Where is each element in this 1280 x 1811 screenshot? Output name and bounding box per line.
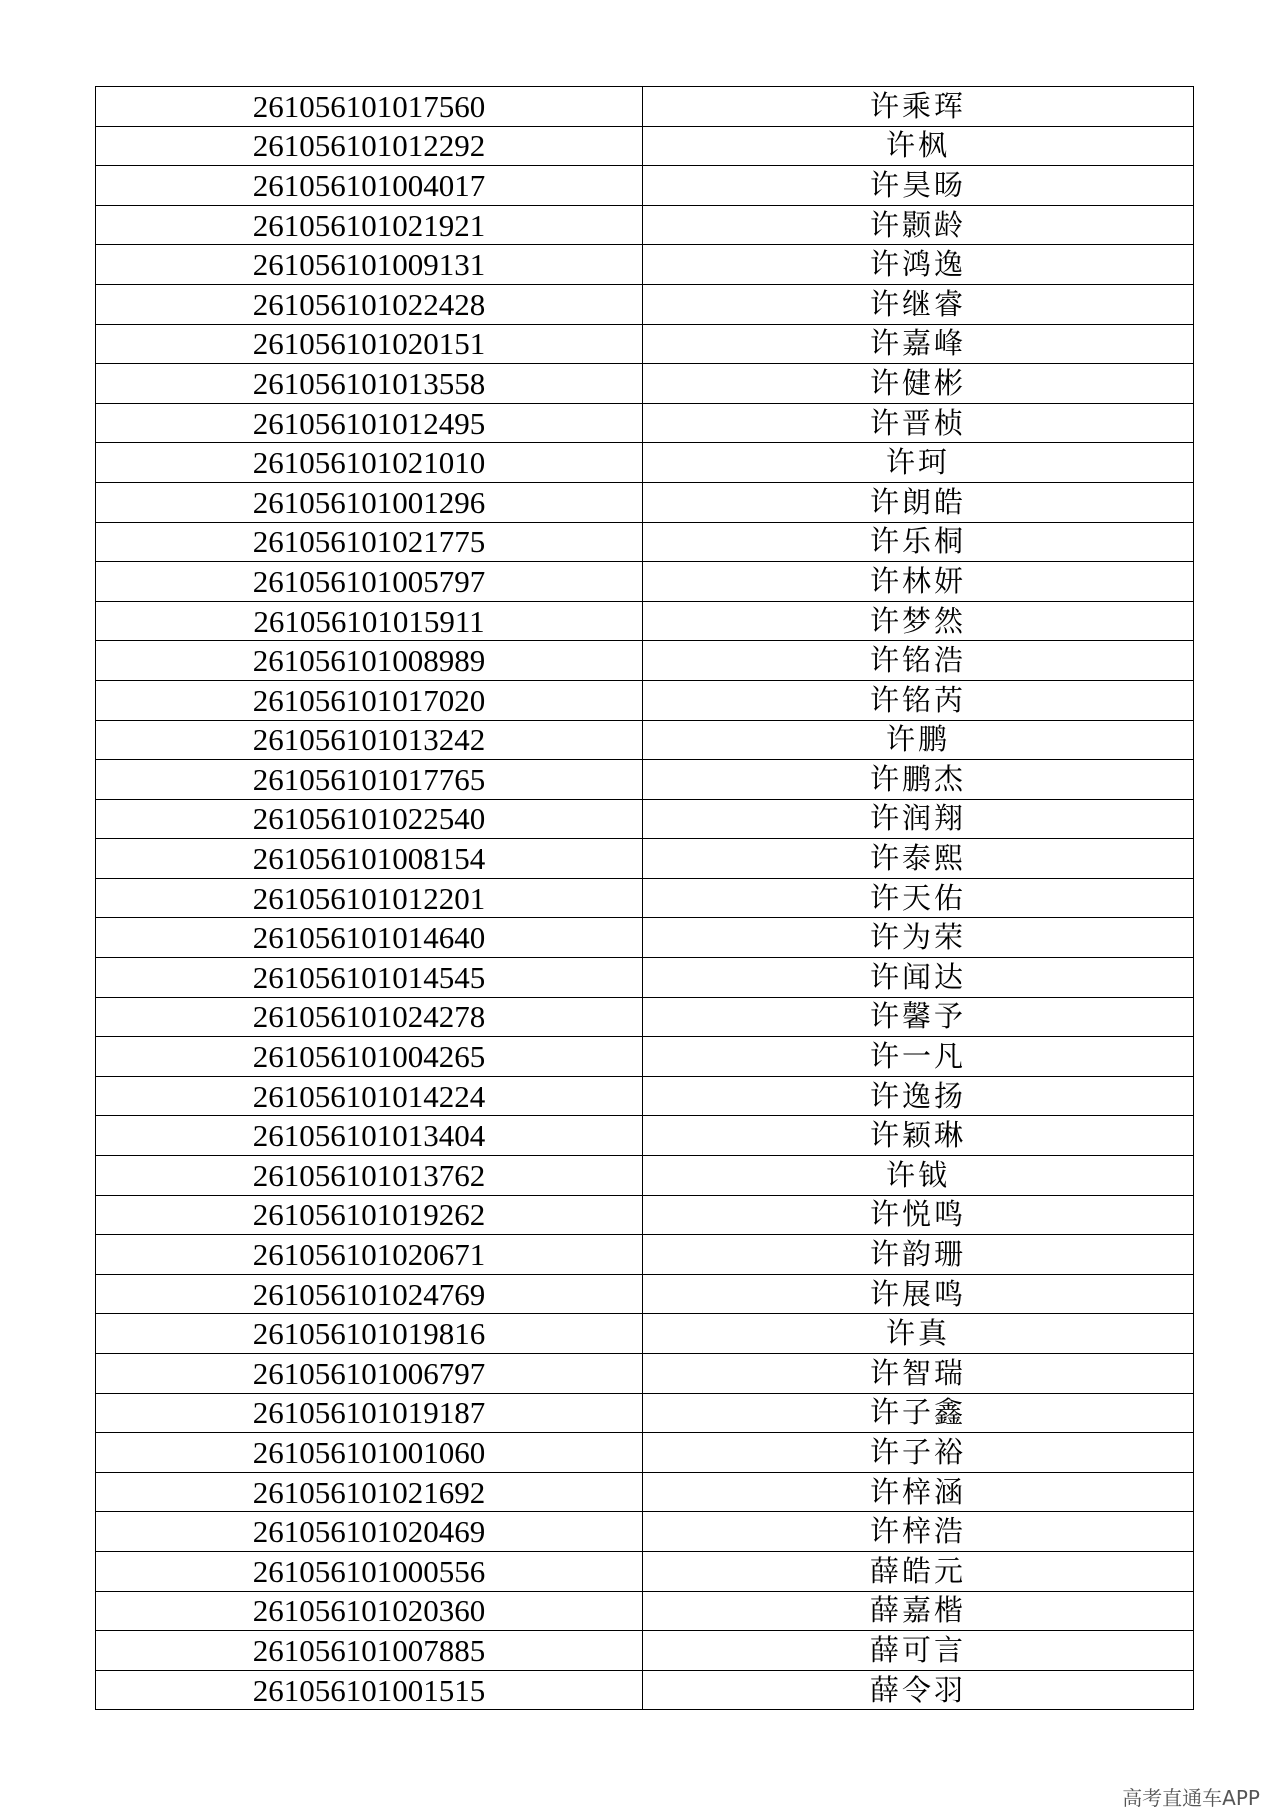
table-row — [96, 1670, 1194, 1710]
candidate-id-cell: 261056101012201 — [96, 878, 643, 918]
candidate-name-cell: 许铭浩 — [643, 641, 1194, 681]
candidate-id-cell: 261056101005797 — [96, 562, 643, 602]
candidate-id-cell: 261056101020151 — [96, 324, 643, 364]
table-row — [96, 324, 1194, 364]
candidate-id-cell: 261056101000556 — [96, 1551, 643, 1591]
candidate-name-cell: 许铭芮 — [643, 680, 1194, 720]
candidate-name-cell: 许馨予 — [643, 997, 1194, 1037]
table-row — [96, 1354, 1194, 1394]
table-row — [96, 1156, 1194, 1196]
candidate-id-cell: 261056101015911 — [96, 601, 643, 641]
table-row — [96, 641, 1194, 681]
candidate-id-cell: 261056101001296 — [96, 482, 643, 522]
table-row — [96, 997, 1194, 1037]
candidate-id-cell: 261056101024278 — [96, 997, 643, 1037]
table-row — [96, 958, 1194, 998]
candidate-id-cell: 261056101020360 — [96, 1591, 643, 1631]
table-row — [96, 1235, 1194, 1275]
table-row — [96, 205, 1194, 245]
candidate-name-cell: 许鸿逸 — [643, 245, 1194, 285]
table-row — [96, 482, 1194, 522]
candidate-name-cell: 许昊旸 — [643, 166, 1194, 206]
candidate-name-cell: 许梓浩 — [643, 1512, 1194, 1552]
candidate-name-cell: 许梓涵 — [643, 1472, 1194, 1512]
candidate-id-cell: 261056101008154 — [96, 839, 643, 879]
candidate-name-cell: 许健彬 — [643, 364, 1194, 404]
table-row — [96, 166, 1194, 206]
table-row — [96, 1393, 1194, 1433]
table-row — [96, 126, 1194, 166]
table-row — [96, 1274, 1194, 1314]
candidate-id-cell: 261056101001515 — [96, 1670, 643, 1710]
table-row — [96, 1433, 1194, 1473]
table-row — [96, 760, 1194, 800]
candidate-id-cell: 261056101014545 — [96, 958, 643, 998]
candidate-id-cell: 261056101001060 — [96, 1433, 643, 1473]
candidate-name-cell: 许展鸣 — [643, 1274, 1194, 1314]
candidate-id-cell: 261056101004265 — [96, 1037, 643, 1077]
candidate-name-cell: 许天佑 — [643, 878, 1194, 918]
candidate-id-cell: 261056101014640 — [96, 918, 643, 958]
candidate-name-cell: 薛可言 — [643, 1631, 1194, 1671]
candidate-id-cell: 261056101013762 — [96, 1156, 643, 1196]
candidate-name-cell: 许嘉峰 — [643, 324, 1194, 364]
candidate-name-cell: 许珂 — [643, 443, 1194, 483]
candidate-id-cell: 261056101004017 — [96, 166, 643, 206]
table-row — [96, 1472, 1194, 1512]
table-row — [96, 680, 1194, 720]
candidate-id-cell: 261056101017560 — [96, 87, 643, 127]
candidate-name-cell: 许悦鸣 — [643, 1195, 1194, 1235]
candidate-name-cell: 许韵珊 — [643, 1235, 1194, 1275]
candidate-id-cell: 261056101006797 — [96, 1354, 643, 1394]
candidate-id-cell: 261056101013242 — [96, 720, 643, 760]
candidate-name-cell: 许逸扬 — [643, 1076, 1194, 1116]
candidate-name-cell: 许真 — [643, 1314, 1194, 1354]
candidate-name-cell: 许乘珲 — [643, 87, 1194, 127]
candidate-name-cell: 许闻达 — [643, 958, 1194, 998]
candidate-id-cell: 261056101019816 — [96, 1314, 643, 1354]
candidate-id-cell: 261056101017765 — [96, 760, 643, 800]
candidate-id-cell: 261056101019187 — [96, 1393, 643, 1433]
table-row — [96, 245, 1194, 285]
candidate-name-cell: 许枫 — [643, 126, 1194, 166]
table-row — [96, 1314, 1194, 1354]
table-row — [96, 1116, 1194, 1156]
candidate-name-cell: 许乐桐 — [643, 522, 1194, 562]
candidate-name-cell: 许鹏杰 — [643, 760, 1194, 800]
table-row — [96, 522, 1194, 562]
table-row — [96, 87, 1194, 127]
table-row — [96, 878, 1194, 918]
candidate-name-cell: 许智瑞 — [643, 1354, 1194, 1394]
candidate-id-cell: 261056101019262 — [96, 1195, 643, 1235]
candidate-id-cell: 261056101007885 — [96, 1631, 643, 1671]
candidate-id-cell: 261056101012292 — [96, 126, 643, 166]
candidate-id-cell: 261056101009131 — [96, 245, 643, 285]
candidate-id-cell: 261056101021775 — [96, 522, 643, 562]
table-row — [96, 918, 1194, 958]
table-row — [96, 562, 1194, 602]
candidate-name-cell: 许子鑫 — [643, 1393, 1194, 1433]
candidate-name-cell: 许继睿 — [643, 284, 1194, 324]
table-row — [96, 1591, 1194, 1631]
candidate-name-cell: 许子裕 — [643, 1433, 1194, 1473]
candidate-name-cell: 薛皓元 — [643, 1551, 1194, 1591]
table-row — [96, 601, 1194, 641]
candidate-name-cell: 薛令羽 — [643, 1670, 1194, 1710]
candidate-id-cell: 261056101021692 — [96, 1472, 643, 1512]
candidate-name-cell: 许梦然 — [643, 601, 1194, 641]
candidate-id-cell: 261056101022428 — [96, 284, 643, 324]
table-row — [96, 720, 1194, 760]
candidate-name-cell: 许颢龄 — [643, 205, 1194, 245]
candidate-name-cell: 许晋桢 — [643, 403, 1194, 443]
table-row — [96, 364, 1194, 404]
candidate-id-cell: 261056101017020 — [96, 680, 643, 720]
table-body — [96, 87, 1194, 1710]
table-row — [96, 1037, 1194, 1077]
table-row — [96, 839, 1194, 879]
table-row — [96, 284, 1194, 324]
candidate-name-cell: 许润翔 — [643, 799, 1194, 839]
candidate-id-cell: 261056101013404 — [96, 1116, 643, 1156]
table-row — [96, 403, 1194, 443]
candidate-name-cell: 许林妍 — [643, 562, 1194, 602]
table-row — [96, 1631, 1194, 1671]
candidate-id-cell: 261056101022540 — [96, 799, 643, 839]
table-row — [96, 1076, 1194, 1116]
table-row — [96, 443, 1194, 483]
candidate-id-cell: 261056101020671 — [96, 1235, 643, 1275]
candidate-name-cell: 许鹏 — [643, 720, 1194, 760]
candidate-name-cell: 许一凡 — [643, 1037, 1194, 1077]
candidate-id-cell: 261056101013558 — [96, 364, 643, 404]
table-row — [96, 799, 1194, 839]
table-row — [96, 1551, 1194, 1591]
watermark-text: 高考直通车APP — [1122, 1786, 1260, 1810]
candidate-name-cell: 薛嘉楷 — [643, 1591, 1194, 1631]
table-row — [96, 1512, 1194, 1552]
candidate-name-cell: 许泰熙 — [643, 839, 1194, 879]
candidate-name-cell: 许颖琳 — [643, 1116, 1194, 1156]
candidate-id-cell: 261056101012495 — [96, 403, 643, 443]
candidate-name-cell: 许朗皓 — [643, 482, 1194, 522]
candidate-id-cell: 261056101014224 — [96, 1076, 643, 1116]
candidate-id-cell: 261056101020469 — [96, 1512, 643, 1552]
candidate-name-cell: 许为荣 — [643, 918, 1194, 958]
candidate-name-cell: 许钺 — [643, 1156, 1194, 1196]
candidate-id-cell: 261056101021010 — [96, 443, 643, 483]
candidate-id-cell: 261056101024769 — [96, 1274, 643, 1314]
table-row — [96, 1195, 1194, 1235]
candidate-id-cell: 261056101008989 — [96, 641, 643, 681]
candidate-id-cell: 261056101021921 — [96, 205, 643, 245]
candidate-table — [95, 86, 1194, 1710]
